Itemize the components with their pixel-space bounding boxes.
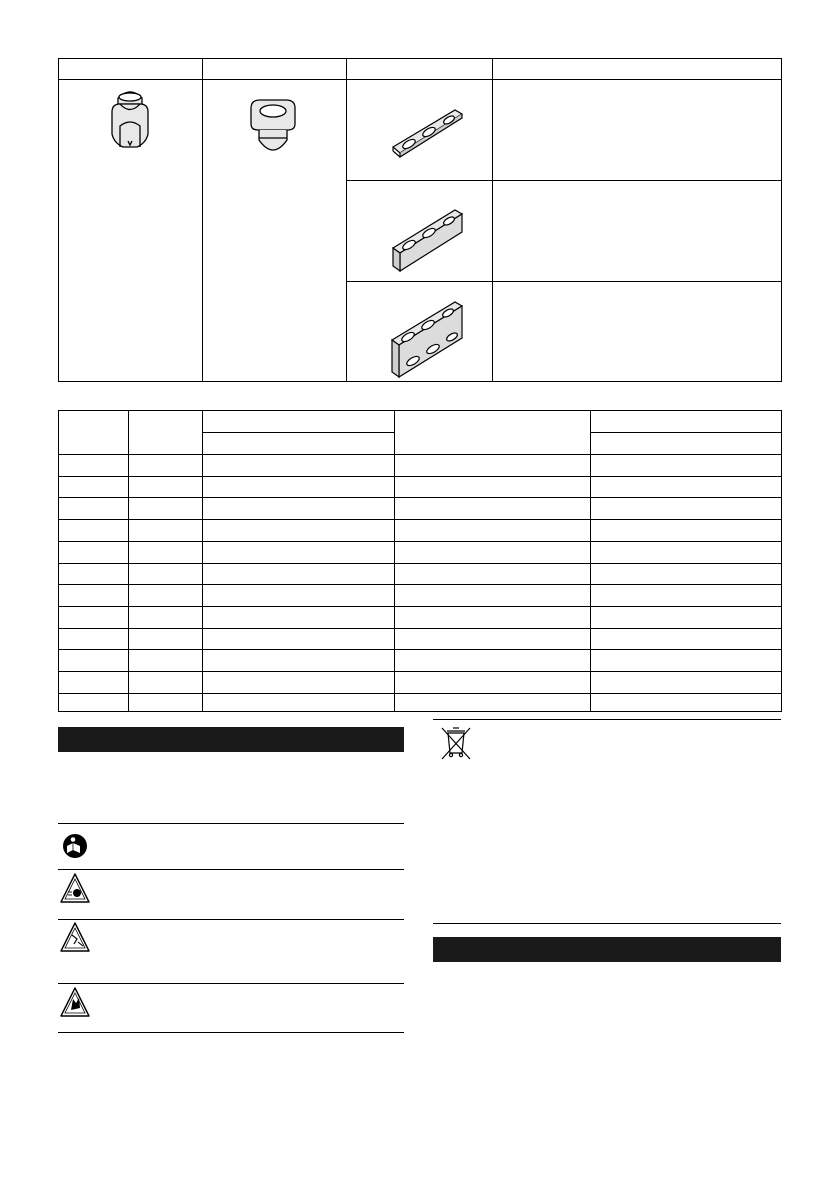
blade-hazard-icon: [61, 874, 89, 902]
read-manual-icon: [63, 834, 87, 858]
angle-slotted-rail-icon: [393, 210, 462, 271]
symbols-section-dividers: [58, 824, 404, 1033]
right-section-header-bar: [433, 937, 781, 962]
die-round-icon: [112, 92, 148, 147]
crossed-out-wheelie-bin-icon: [442, 728, 470, 759]
die-hex-icon: [251, 100, 295, 150]
flat-slotted-rail-icon: [393, 110, 462, 157]
hand-cut-hazard-icon: [61, 988, 89, 1016]
spec-table: [58, 410, 782, 712]
symbols-section-header-bar: [58, 727, 404, 752]
flying-debris-icon: [61, 923, 89, 951]
spec-table-border: [59, 411, 782, 712]
channel-slotted-rail-icon: [392, 302, 462, 377]
